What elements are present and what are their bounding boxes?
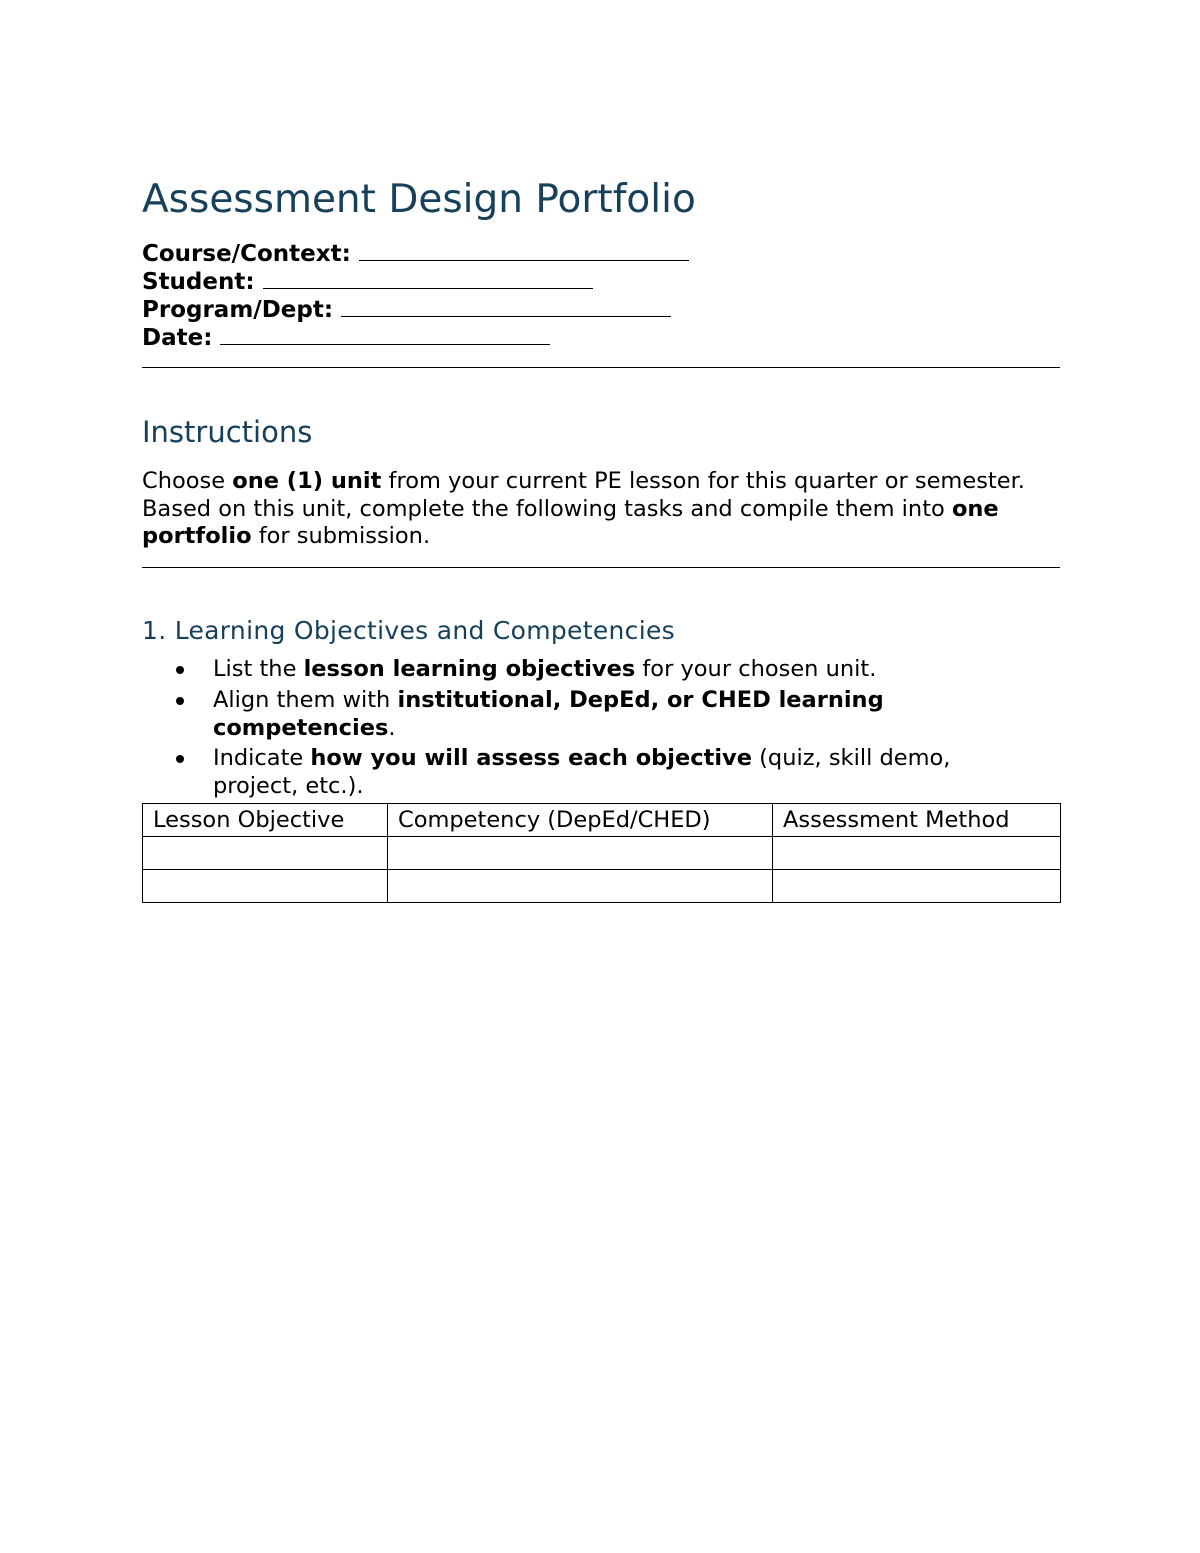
bold-text: institutional, DepEd, or CHED learning competencies bbox=[213, 687, 884, 741]
text-run: for submission. bbox=[251, 523, 431, 549]
field-label: Date: bbox=[142, 325, 213, 351]
table-row bbox=[143, 837, 1061, 870]
fill-in-line[interactable] bbox=[341, 295, 671, 317]
bullet-icon bbox=[176, 697, 184, 705]
bold-text: one portfolio bbox=[142, 495, 999, 549]
bold-text: one (1) unit bbox=[232, 468, 382, 494]
table-cell[interactable] bbox=[143, 837, 388, 870]
table-cell[interactable] bbox=[143, 870, 388, 903]
field-label: Course/Context: bbox=[142, 241, 351, 267]
table-row bbox=[143, 870, 1061, 903]
field-date bbox=[142, 323, 550, 351]
bold-text: lesson learning objectives bbox=[303, 656, 636, 682]
fill-in-line[interactable] bbox=[359, 239, 689, 261]
text-run: Indicate bbox=[213, 745, 311, 771]
bold-text: how you will assess each objective bbox=[310, 745, 752, 771]
field-student bbox=[142, 267, 593, 295]
table-cell[interactable] bbox=[388, 837, 773, 870]
field-label: Student: bbox=[142, 269, 255, 295]
bullet-icon bbox=[176, 666, 184, 674]
field-course-context bbox=[142, 239, 689, 267]
field-label: Program/Dept: bbox=[142, 297, 334, 323]
section-heading: 1. Learning Objectives and Competencies bbox=[142, 616, 675, 645]
text-run: for your chosen unit. bbox=[635, 656, 877, 682]
table-header-cell: Competency (DepEd/CHED) bbox=[388, 804, 773, 837]
horizontal-rule bbox=[142, 367, 1060, 368]
field-program-dept bbox=[142, 295, 671, 323]
fill-in-line[interactable] bbox=[263, 267, 593, 289]
fill-in-line[interactable] bbox=[220, 323, 550, 345]
table-header-row bbox=[143, 804, 1061, 837]
text-run: . bbox=[388, 714, 396, 741]
instructions-heading: Instructions bbox=[142, 415, 313, 449]
text-run: from your current PE lesson for this quarter or semester. Based on this unit, complete the following tasks and compile them into bbox=[142, 468, 1025, 522]
bullet-icon bbox=[176, 755, 184, 763]
document-title: Assessment Design Portfolio bbox=[142, 177, 696, 222]
text-run: List the bbox=[213, 656, 304, 682]
table-cell[interactable] bbox=[773, 870, 1061, 903]
table-header-cell: Assessment Method bbox=[773, 804, 1061, 837]
table-header-cell: Lesson Objective bbox=[143, 804, 388, 837]
objectives-table bbox=[142, 803, 1061, 903]
table-cell[interactable] bbox=[773, 837, 1061, 870]
instructions-paragraph bbox=[142, 468, 1072, 551]
text-run: Choose bbox=[142, 468, 233, 494]
text-run: (quiz, skill demo, project, etc.). bbox=[213, 745, 951, 799]
horizontal-rule bbox=[142, 567, 1060, 568]
text-run: Align them with bbox=[213, 687, 398, 713]
table-cell[interactable] bbox=[388, 870, 773, 903]
